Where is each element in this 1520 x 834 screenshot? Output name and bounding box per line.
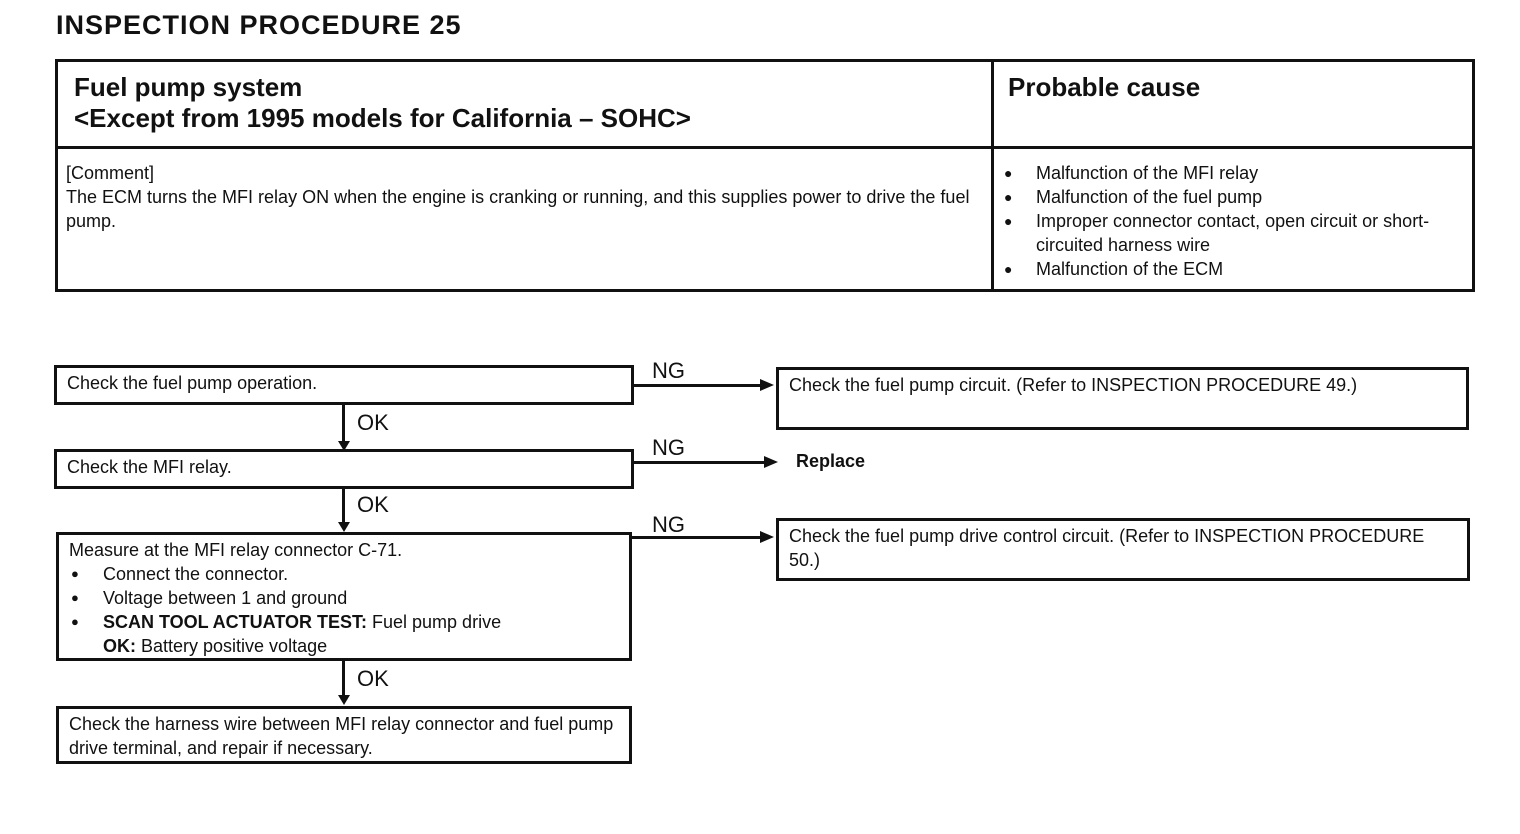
step2-box: [54, 449, 634, 489]
comment-label: [Comment]: [66, 163, 155, 183]
system-title: Fuel pump system: [74, 72, 303, 102]
ng-connector-1: [634, 384, 762, 387]
ng-connector-2: [634, 461, 766, 464]
cause-list: [1002, 161, 1462, 281]
step4-box: [56, 706, 632, 764]
step3-ng-text: Check the fuel pump drive control circuit. (Refer to INSPECTION PROCEDURE 50.): [789, 526, 1425, 570]
system-header: [58, 62, 994, 149]
ok-criteria-value: Battery positive voltage: [136, 636, 328, 656]
step3-text: Measure at the MFI relay connector C-71.: [69, 540, 403, 560]
ok-label-1: OK: [357, 410, 389, 435]
cause-item: ● Malfunction of the MFI relay: [1002, 161, 1462, 185]
step1-box: [54, 365, 634, 405]
comment-text: The ECM turns the MFI relay ON when the engine is cranking or running, and this supplies power to drive the fuel pump.: [66, 187, 970, 231]
replace-text: Replace: [796, 451, 866, 471]
ok-label-3: OK: [357, 666, 389, 691]
ok-connector-1: [342, 405, 345, 443]
step1-ng-box: [776, 367, 1469, 430]
cause-cell: [994, 149, 1472, 289]
ng-label-2: NG: [652, 435, 685, 460]
probable-cause-header: Probable cause: [994, 62, 1472, 149]
step3-item: ● Connect the connector.: [69, 562, 619, 586]
step3-ok-line: [69, 634, 619, 658]
scan-tool-value: Fuel pump drive: [367, 612, 502, 632]
step1-text: Check the fuel pump operation.: [67, 373, 318, 393]
ok-arrow-3: [338, 695, 350, 705]
summary-table: [55, 59, 1475, 292]
step3-item: ● Voltage between 1 and ground: [69, 586, 619, 610]
step1-ng-text: Check the fuel pump circuit. (Refer to INSPECTION PROCEDURE 49.): [789, 375, 1358, 395]
cause-item: ● Malfunction of the ECM: [1002, 257, 1462, 281]
ok-criteria-label: OK:: [103, 636, 136, 656]
cause-item: ● Improper connector contact, open circuit or short-circuited harness wire: [1002, 209, 1462, 257]
step4-text: Check the harness wire between MFI relay connector and fuel pump drive terminal, and repair if necessary.: [69, 714, 614, 758]
scan-tool-label: SCAN TOOL ACTUATOR TEST:: [103, 612, 368, 632]
step3-item-scan: [69, 610, 619, 634]
ok-label-2: OK: [357, 492, 389, 517]
page-title: INSPECTION PROCEDURE 25: [56, 10, 462, 40]
ng-label-3: NG: [652, 512, 685, 537]
system-subtitle: <Except from 1995 models for California – SOHC>: [74, 103, 691, 133]
step3-list: [69, 562, 619, 634]
ok-arrow-2: [338, 522, 350, 532]
ok-connector-2: [342, 489, 345, 524]
step3-ng-box: [776, 518, 1470, 581]
ng-label-1: NG: [652, 358, 685, 383]
ng-arrow-2: [764, 456, 778, 468]
ng-arrow-1: [760, 379, 774, 391]
ok-connector-3: [342, 661, 345, 697]
cause-item: ● Malfunction of the fuel pump: [1002, 185, 1462, 209]
comment-cell: [58, 149, 994, 289]
ng-arrow-3: [760, 531, 774, 543]
step2-text: Check the MFI relay.: [67, 457, 232, 477]
step3-box: [56, 532, 632, 661]
